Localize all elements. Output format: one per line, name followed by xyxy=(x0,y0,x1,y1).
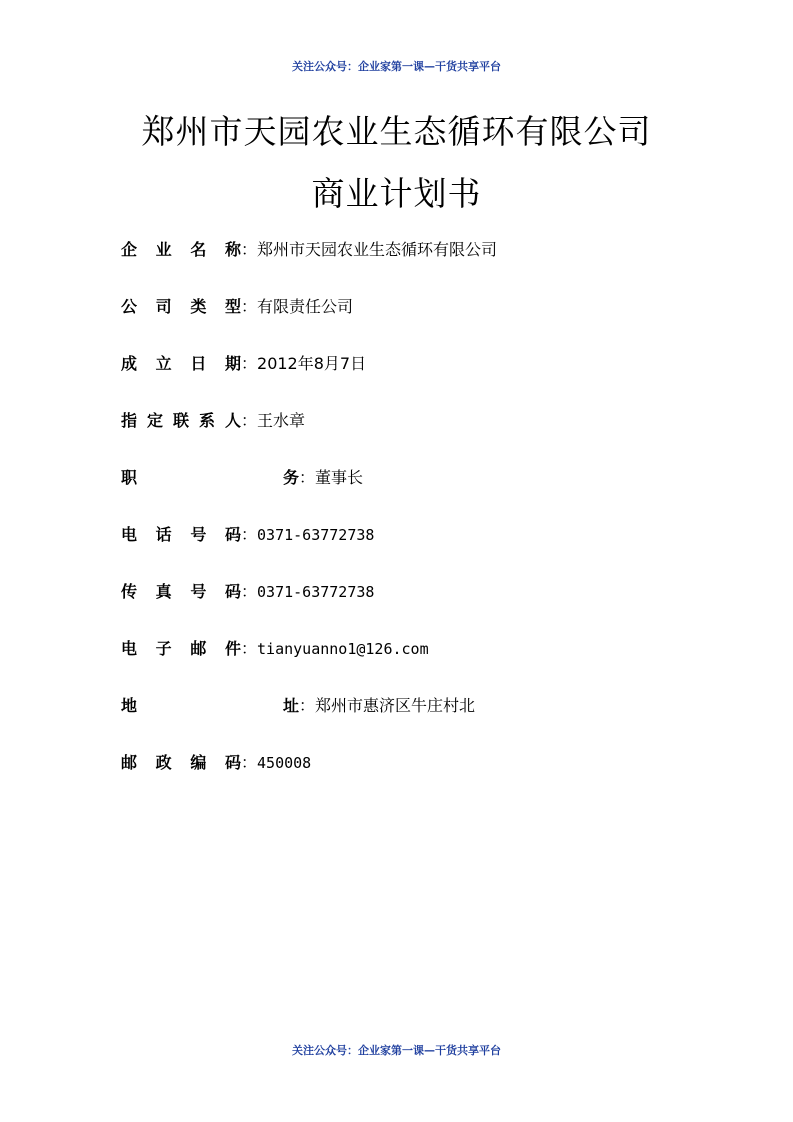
field-label: 职务 xyxy=(121,468,299,487)
field-colon: ： xyxy=(241,753,258,772)
header-note: 关注公众号：企业家第一课—干货共享平台 xyxy=(292,60,501,73)
field-label: 电话号码 xyxy=(121,525,241,544)
field-colon: ： xyxy=(241,411,258,430)
field-value: 2012年8月7日 xyxy=(257,354,367,373)
field-colon: ： xyxy=(299,468,316,487)
field-colon: ： xyxy=(241,525,258,544)
field-company-name xyxy=(121,238,721,262)
field-fax xyxy=(121,580,721,604)
field-value: 有限责任公司 xyxy=(257,297,354,316)
field-value: 0371-63772738 xyxy=(257,583,375,601)
field-value: 郑州市惠济区牛庄村北 xyxy=(315,696,476,715)
field-label: 指定联系人 xyxy=(121,411,241,430)
field-colon: ： xyxy=(241,240,258,259)
field-founded-date xyxy=(121,352,721,376)
field-address xyxy=(121,694,721,718)
field-value: 450008 xyxy=(257,754,312,772)
field-label: 企业名称 xyxy=(121,240,241,259)
field-colon: ： xyxy=(241,639,258,658)
field-label: 成立日期 xyxy=(121,354,241,373)
field-postcode xyxy=(121,751,721,775)
field-label: 电子邮件 xyxy=(121,639,241,658)
field-contact xyxy=(121,409,721,433)
footer-note: 关注公众号：企业家第一课—干货共享平台 xyxy=(292,1044,501,1057)
field-position xyxy=(121,466,721,490)
field-colon: ： xyxy=(241,297,258,316)
field-value: 董事长 xyxy=(315,468,364,487)
field-colon: ： xyxy=(241,582,258,601)
field-value: tianyuanno1@126.com xyxy=(257,640,429,658)
field-label: 邮政编码 xyxy=(121,753,241,772)
field-label: 地址 xyxy=(121,696,299,715)
field-colon: ： xyxy=(241,354,258,373)
field-label: 公司类型 xyxy=(121,297,241,316)
document-title: 郑州市天园农业生态循环有限公司 xyxy=(141,112,652,151)
field-label: 传真号码 xyxy=(121,582,241,601)
field-phone xyxy=(121,523,721,547)
document-subtitle: 商业计划书 xyxy=(311,174,482,213)
field-value: 0371-63772738 xyxy=(257,526,375,544)
field-email xyxy=(121,637,721,661)
field-company-type xyxy=(121,295,721,319)
field-colon: ： xyxy=(299,696,316,715)
field-value: 郑州市天园农业生态循环有限公司 xyxy=(257,240,498,259)
field-value: 王水章 xyxy=(257,411,306,430)
